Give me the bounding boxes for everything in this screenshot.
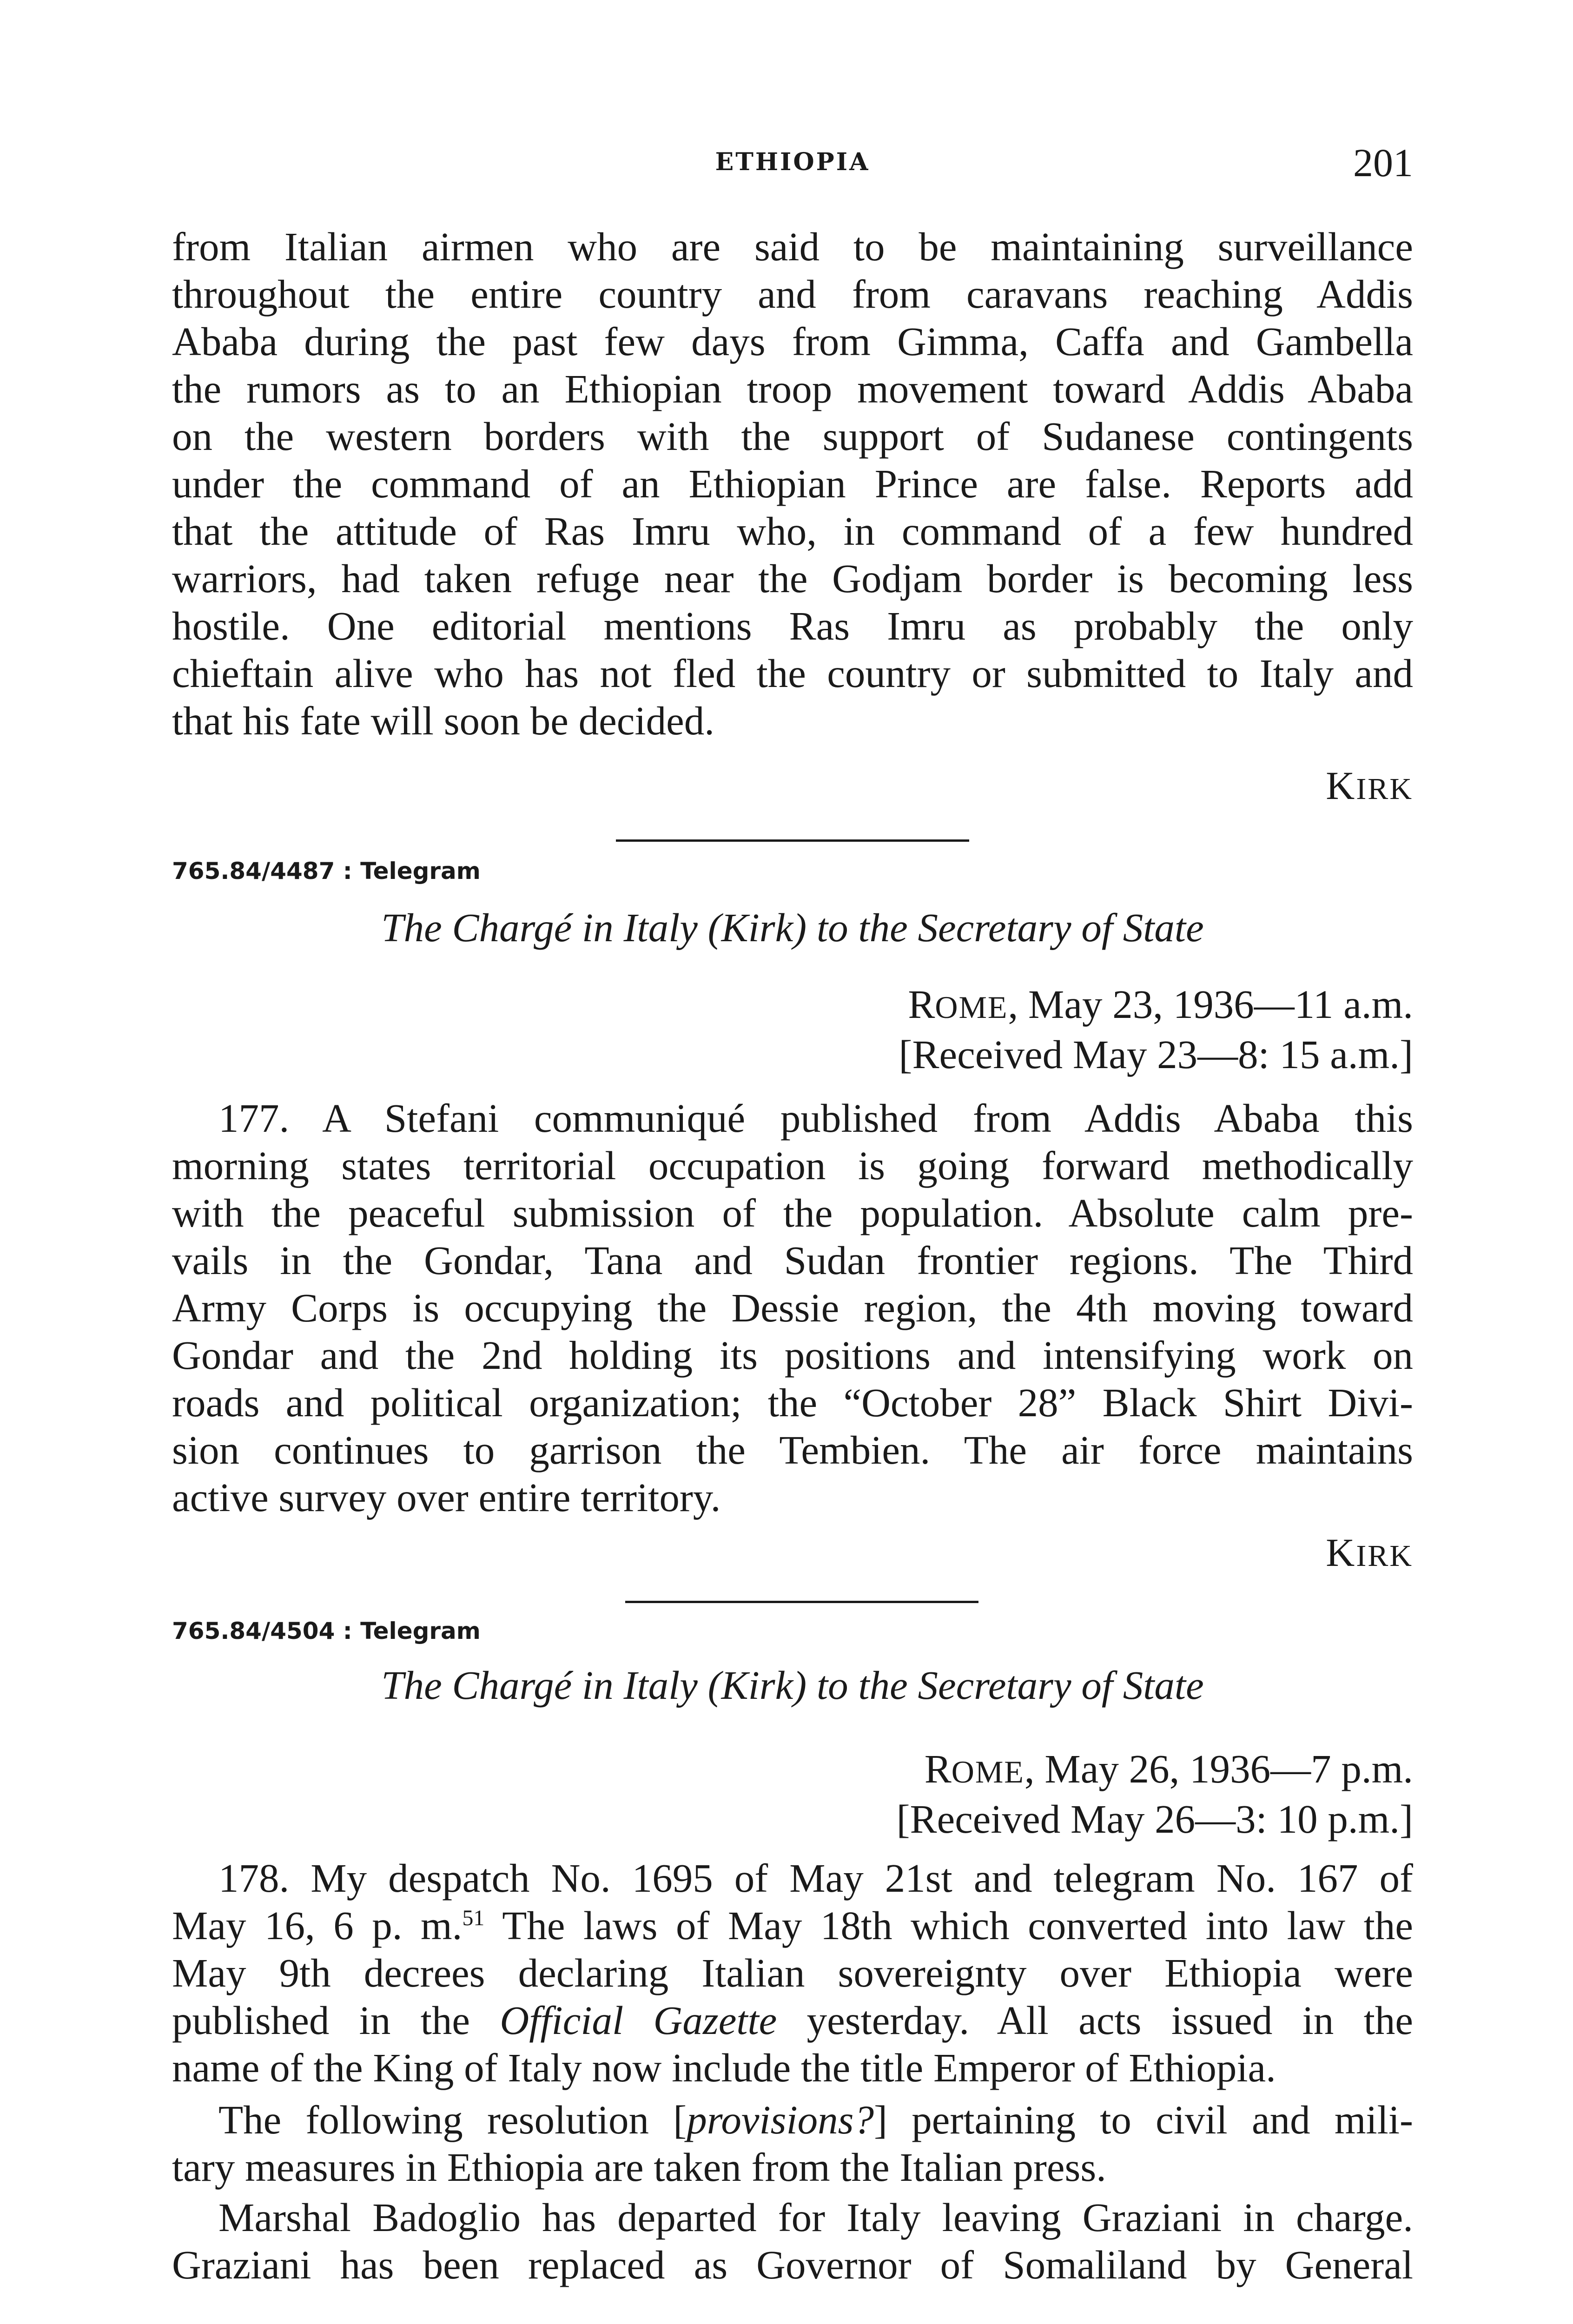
continuation-paragraph	[172, 223, 1413, 745]
text-line: that his fate will soon be decided.	[172, 698, 714, 743]
signature-kirk: KIRK	[1326, 1530, 1413, 1575]
text-line: Graziani has been replaced as Governor of Somaliland by General	[172, 2242, 1413, 2287]
text-line: 177. A Stefani communiqué published from Addis Ababa this	[218, 1096, 1413, 1141]
telegram-178-body	[172, 1855, 1413, 2092]
text-line: Marshal Badoglio has departed for Italy leaving Graziani in charge.	[218, 2195, 1413, 2240]
text-line: name of the King of Italy now include the title Emperor of Ethiopia.	[172, 2045, 1276, 2090]
text-line: that the attitude of Ras Imru who, in command of a few hundred	[172, 508, 1413, 554]
telegram-178-paragraph-3	[172, 2194, 1413, 2289]
text-line: The following resolution [provisions?] pertaining to civil and mili-	[218, 2097, 1413, 2142]
dateline: ROME, May 26, 1936—7 p.m. [Received May 26—3: 10 p.m.]	[897, 1745, 1413, 1843]
text-line: Army Corps is occupying the Dessie region, the 4th moving toward	[172, 1285, 1413, 1330]
text-line: vails in the Gondar, Tana and Sudan frontier regions. The Third	[172, 1238, 1413, 1283]
section-divider	[616, 839, 969, 842]
text-line: May 9th decrees declaring Italian sovereignty over Ethiopia were	[172, 1950, 1413, 1995]
text-line: with the peaceful submission of the population. Absolute calm pre-	[172, 1190, 1413, 1235]
telegram-177-body	[172, 1095, 1413, 1521]
text-line: chieftain alive who has not fled the country or submitted to Italy and	[172, 651, 1413, 696]
text-line: active survey over entire territory.	[172, 1475, 721, 1520]
text-line: morning states territorial occupation is going forward methodically	[172, 1143, 1413, 1188]
editorial-insertion: provisions?	[687, 2097, 874, 2142]
received-line: [Received May 23—8: 15 a.m.]	[899, 1032, 1413, 1077]
text-line: May 16, 6 p. m.$^{51}$ The laws of May 18th which converted into law the	[172, 1903, 1413, 1948]
text-line: from Italian airmen who are said to be maintaining surveillance	[172, 224, 1413, 269]
file-reference: 765.84/4504 : Telegram	[172, 1618, 481, 1644]
section-divider	[625, 1601, 978, 1603]
publication-title: Official Gazette	[500, 1998, 777, 2043]
signature-kirk: KIRK	[1326, 763, 1413, 808]
text-line: 178. My despatch No. 1695 of May 21st and telegram No. 167 of	[218, 1855, 1413, 1901]
dateline: ROME, May 23, 1936—11 a.m. [Received May 23—8: 15 a.m.]	[899, 981, 1413, 1078]
file-reference: 765.84/4487 : Telegram	[172, 858, 481, 885]
running-head: ETHIOPIA	[715, 148, 870, 176]
text-line: Gondar and the 2nd holding its positions and intensifying work on	[172, 1333, 1413, 1378]
text-line: hostile. One editorial mentions Ras Imru as probably the only	[172, 603, 1413, 648]
text-line: roads and political organization; the “October 28” Black Shirt Divi-	[172, 1380, 1413, 1425]
received-line: [Received May 26—3: 10 p.m.]	[896, 1796, 1413, 1842]
page-number: 201	[1353, 140, 1413, 185]
document-title: The Chargé in Italy (Kirk) to the Secretary of State	[381, 1663, 1204, 1708]
footnote-marker: 51	[462, 1906, 485, 1930]
text-line: Ababa during the past few days from Gimma, Caffa and Gambella	[172, 319, 1413, 364]
text-line: warriors, had taken refuge near the Godjam border is becoming less	[172, 556, 1413, 601]
document-title: The Chargé in Italy (Kirk) to the Secretary of State	[381, 905, 1204, 950]
telegram-178-paragraph-2	[172, 2096, 1413, 2191]
text-line: on the western borders with the support of Sudanese contingents	[172, 414, 1413, 459]
text-line: sion continues to garrison the Tembien. The air force maintains	[172, 1427, 1413, 1472]
text-line: tary measures in Ethiopia are taken from the Italian press.	[172, 2145, 1106, 2190]
page-header	[172, 139, 1413, 185]
text-line: under the command of an Ethiopian Prince are false. Reports add	[172, 461, 1413, 506]
text-line: the rumors as to an Ethiopian troop movement toward Addis Ababa	[172, 366, 1413, 411]
text-line: published in the Official Gazette yesterday. All acts issued in the	[172, 1998, 1414, 2043]
text-line: throughout the entire country and from caravans reaching Addis	[172, 271, 1413, 317]
